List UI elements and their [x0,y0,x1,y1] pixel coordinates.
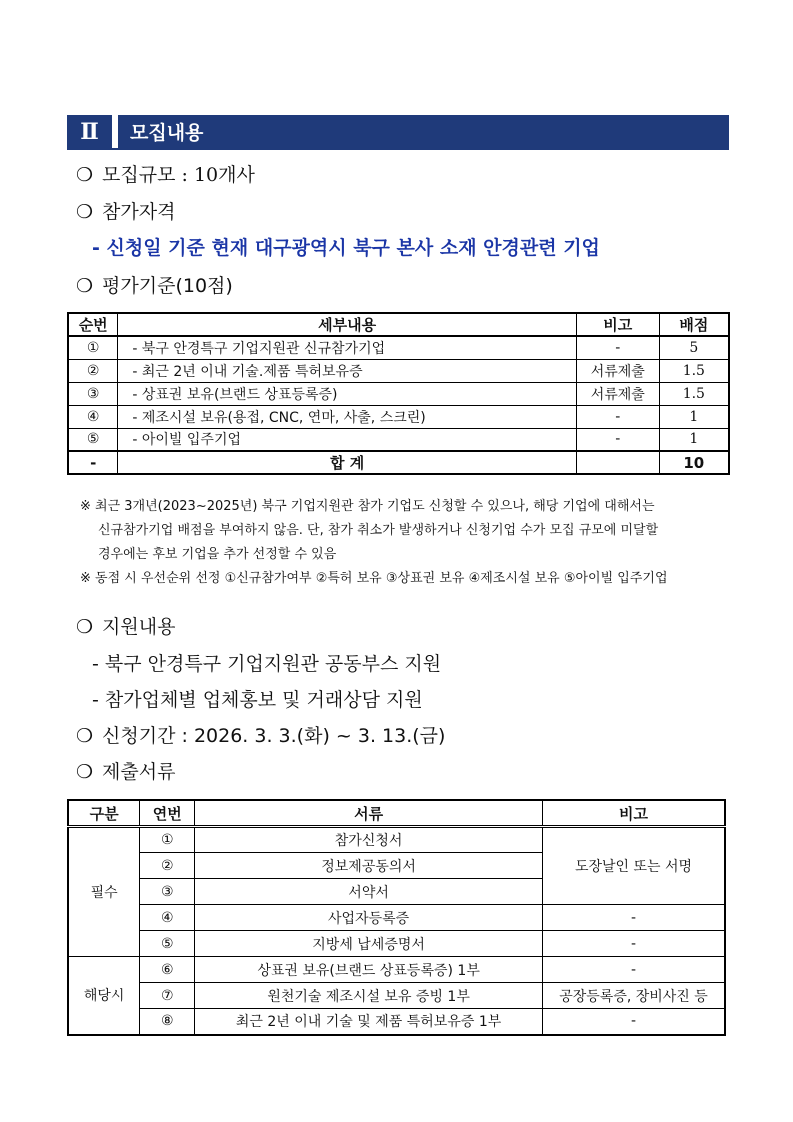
eligibility-detail: - 신청일 기준 현재 대구광역시 북구 본사 소재 안경관련 기업 [92,237,600,259]
header-cell: 서류 [195,800,543,827]
header-cell: 순번 [68,313,118,336]
note-line: 경우에는 후보 기업을 추가 선정할 수 있음 [98,547,337,562]
row-detail: - 북구 안경특구 기업지원관 신규참가기업 [118,336,577,359]
row-document: 원천기술 제조시설 보유 증빙 1부 [195,983,543,1009]
row-detail: - 최근 2년 이내 기술․제품 특허보유증 [118,359,577,382]
row-number: ② [140,853,195,879]
header-cell: 배점 [659,313,729,336]
row-number: ② [68,359,118,382]
section-title: 모집내용 [118,115,729,148]
note-block [80,495,668,591]
circle-bullet-icon: ❍ [76,761,94,783]
table-row [68,983,725,1009]
header-cell: 세부내용 [118,313,577,336]
row-detail: - 상표권 보유(브랜드 상표등록증) [118,382,577,405]
circle-bullet-icon: ❍ [76,616,94,638]
table-row [68,905,725,931]
row-number: ③ [140,879,195,905]
documents-text: 제출서류 [102,761,176,783]
row-score: 1.5 [659,382,729,405]
group-required: 필수 [68,827,140,957]
section-divider [67,148,729,150]
bullet-period [76,721,445,748]
table-row [68,382,729,405]
table-row [68,827,725,853]
period-text: 신청기간 : 2026. 3. 3.(화) ~ 3. 13.(금) [102,725,446,747]
row-number: ⑤ [68,428,118,451]
bullet-criteria [76,271,233,298]
note-line: ※ 최근 3개년(2023~2025년) 북구 기업지원관 참가 기업도 신청할 수 있으나, 해당 기업에 대해서는 [80,499,655,514]
row-number: ⑤ [140,931,195,957]
row-number: ⑦ [140,983,195,1009]
row-number: ① [140,827,195,853]
row-document: 정보제공동의서 [195,853,543,879]
header-cell: 비고 [576,313,659,336]
header-cell: 구분 [68,800,140,827]
group-conditional: 해당시 [68,957,140,1035]
row-number: ① [68,336,118,359]
row-detail: - 제조시설 보유(용접, CNC, 연마, 사출, 스크린) [118,405,577,428]
row-number: ⑧ [140,1009,195,1035]
row-document: 참가신청서 [195,827,543,853]
row-score: 1 [659,428,729,451]
row-number: ④ [68,405,118,428]
row-remark: - [576,428,659,451]
total-number: - [68,451,118,474]
total-label: 합 계 [118,451,577,474]
table-row [68,428,729,451]
support-text: 지원내용 [102,616,176,638]
circle-bullet-icon: ❍ [76,201,94,223]
recruit-scale-text: 모집규모 : 10개사 [102,164,255,186]
row-document: 서약서 [195,879,543,905]
circle-bullet-icon: ❍ [76,275,94,297]
row-remark: 서류제출 [576,382,659,405]
row-detail: - 아이빌 입주기업 [118,428,577,451]
table-row [68,1009,725,1035]
row-remark: 공장등록증, 장비사진 등 [543,983,725,1009]
section-number: Ⅱ [67,115,112,148]
support-detail-1: - 북구 안경특구 기업지원관 공동부스 지원 [92,653,442,675]
table-row [68,359,729,382]
note-line: 신규참가기업 배점을 부여하지 않음. 단, 참가 취소가 발생하거나 신청기업 수가 모집 규모에 미달할 [98,523,659,538]
row-document: 사업자등록증 [195,905,543,931]
row-remark-merged: 도장날인 또는 서명 [543,827,725,905]
header-cell: 비고 [543,800,725,827]
row-remark: 서류제출 [576,359,659,382]
bullet-eligibility [76,197,175,224]
row-score: 1 [659,405,729,428]
row-score: 5 [659,336,729,359]
row-number: ④ [140,905,195,931]
row-document: 상표권 보유(브랜드 상표등록증) 1부 [195,957,543,983]
note-line: ※ 동점 시 우선순위 선정 ①신규참가여부 ②특허 보유 ③상표권 보유 ④제조시설 보유 ⑤아이빌 입주기업 [80,571,668,586]
row-document: 최근 2년 이내 기술 및 제품 특허보유증 1부 [195,1009,543,1035]
row-remark: - [543,905,725,931]
table-row [68,405,729,428]
criteria-table [67,312,730,475]
row-remark: - [543,931,725,957]
total-score: 10 [659,451,729,474]
bullet-recruit-scale [76,160,255,187]
row-remark: - [543,1009,725,1035]
row-remark: - [576,405,659,428]
support-detail-2: - 참가업체별 업체홍보 및 거래상담 지원 [92,689,423,711]
total-remark [576,451,659,474]
table-total-row [68,451,729,474]
table-row [68,957,725,983]
table-row [68,336,729,359]
criteria-text: 평가기준(10점) [102,275,233,297]
row-remark: - [543,957,725,983]
documents-table [67,799,726,1036]
table-header-row [68,800,725,827]
row-remark: - [576,336,659,359]
row-score: 1.5 [659,359,729,382]
row-number: ③ [68,382,118,405]
circle-bullet-icon: ❍ [76,164,94,186]
bullet-documents [76,757,175,784]
header-cell: 연번 [140,800,195,827]
row-document: 지방세 납세증명서 [195,931,543,957]
row-number: ⑥ [140,957,195,983]
table-header-row [68,313,729,336]
eligibility-text: 참가자격 [102,201,176,223]
table-row [68,931,725,957]
bullet-support [76,612,175,639]
circle-bullet-icon: ❍ [76,725,94,747]
